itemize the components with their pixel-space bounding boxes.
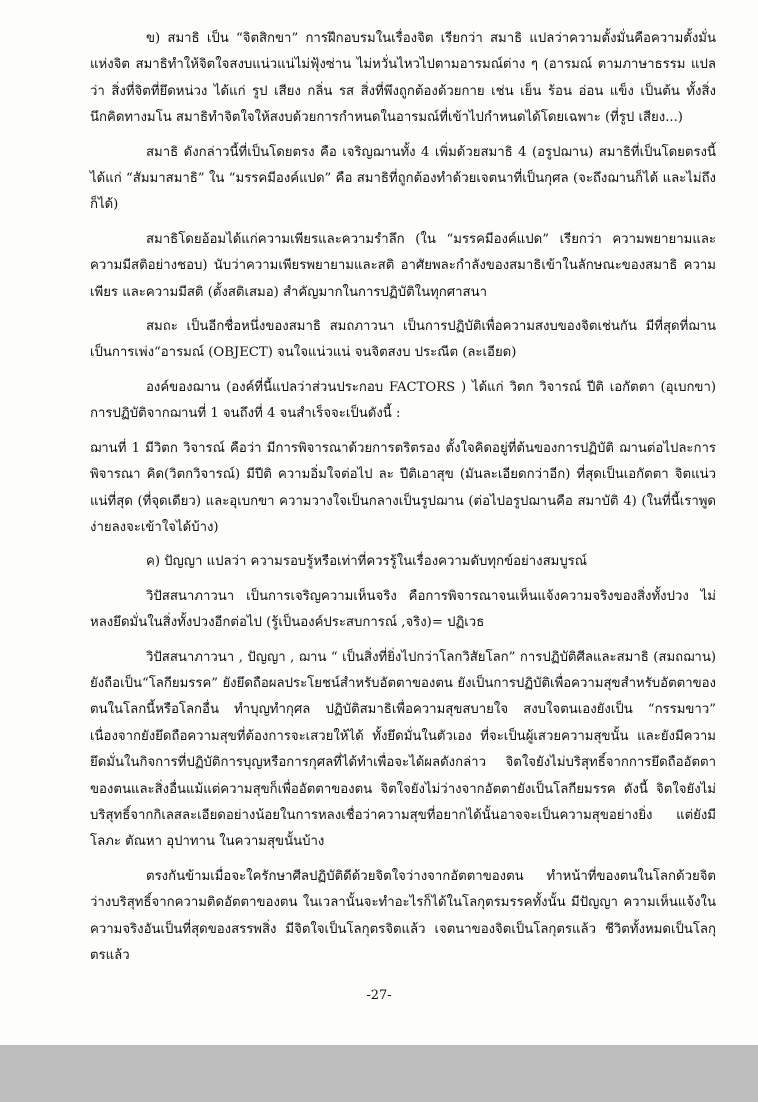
paragraph: ค) ปัญญา แปลว่า ความรอบรู้หรือเท่าที่ควรรู้ในเรื่องความดับทุกข์อย่างสมบูรณ์ [146, 554, 588, 570]
paragraph: วิปัสสนาภาวนา เป็นการเจริญความเห็นจริง คือการพิจารณาจนเห็นแจ้งความจริงของสิ่งทั้งปวง ไม่หลงยึดมั่นในสิ่งทั้งปวงอีกต่อไป (รู้เป็นองค์ประสบการณ์ ,จริง)= ปฏิเวธ [90, 588, 716, 631]
paragraph: ข) สมาธิ เป็น “จิตสิกขา” การฝึกอบรมในเรื่องจิต เรียกว่า สมาธิ แปลว่าความตั้งมั่นคือความตั้งมั่นแห่งจิต สมาธิทำให้จิตใจสงบแน่วแน่ไม่ฟุ้งซ่าน ไม่หวั่นไหวไปตามอารมณ์ต่าง ๆ (อารมณ์ ตามภาษาธรรม แปลว่า สิ่งที่จิตที่ยึดหน่วง ได้แก่ รูป เสียง กลิ่น รส สิ่งที่พึงถูกต้องด้วยกาย เช่น เย็น ร้อน อ่อน แข็ง เป็นต้น ทั้งสิ่งนึกคิดทางมโน สมาธิทำจิตใจให้สงบด้วยการกำหนดในอารมณ์ที่เข้าไปกำหนดได้โดยเฉพาะ (ที่รูป เสียง...) [90, 31, 716, 126]
page-number: -27- [366, 988, 392, 1003]
paragraph: ตรงกันข้ามเมื่อจะใครักษาศีลปฏิบัติดีด้วยจิตใจว่างจากอัตตาของตน ทำหน้าที่ของตนในโลกด้วยจิตว่างบริสุทธิ์จากความติดอัตตาของตน ในเวลานั้นจะทำอะไรก็ได้ในโลกุตรมรรคทั้งนั้น มีปัญญา ความเห็นแจ้งในความจริงอันเป็นที่สุดของสรรพสิ่ง มีจิตใจเป็นโลกุตรจิตแล้ว เจตนาของจิตเป็นโลกุตรแล้ว ชีวิตทั้งหมดเป็นโลกุตรแล้ว [90, 868, 716, 963]
scan-margin [0, 1045, 758, 1102]
paragraph: ฌานที่ 1 มีวิตก วิจารณ์ คือว่า มีการพิจารณาด้วยการตริตรอง ตั้งใจคิดอยู่ที่ต้นของการปฏิบัติ ฌานต่อไปละการพิจารณา คิด(วิตกวิจารณ์) มีปีติ ความอิ่มใจต่อไป ละ ปีติเอาสุข (มันละเอียดกว่าอีก) ที่สุดเป็นเอกัตตา จิตแน่วแน่ที่สุด (ที่จุดเดียว) และอุเบกขา ความวางใจเป็นกลางเป็นรูปฌาน (ต่อไปอรูปฌานคือ สมาบัติ 4) (ในที่นี้เราพูดง่ายลงจะเข้าใจได้บ้าง) [90, 440, 716, 535]
paragraph: วิปัสสนาภาวนา , ปัญญา , ฌาน “ เป็นสิ่งที่ยิ่งไปกว่าโลกวิสัยโลก” การปฏิบัติศีลและสมาธิ (สมถฌาน) ยังถือเป็น“โลกียมรรค” ยังยึดถือผลประโยชน์สำหรับอัตตาของตน ยังเป็นการปฏิบัติเพื่อความสุขสำหรับอัตตาของตนในโลกนี้หรือโลกอื่น ทำบุญทำกุศล ปฏิบัติสมาธิเพื่อความสุขสบายใจ สงบใจตนเองยังเป็น “กรรมขาว” เนื่องจากยังยึดถือความสุขที่ต้องการจะเสวยให้ได้ ทั้งยึดมั่นในตัวเอง ที่จะเป็นผู้เสวยความสุขนั้น และยังมีความยึดมั่นในกิจการที่ปฏิบัติการบุญหรือการกุศลที่ได้ทำเพื่อจะได้ผลดังกล่าว จิตใจยังไม่บริสุทธิ์จากการยึดถืออัตตาของตนและสิ่งอื่นแม้แต่ความสุขก็เพื่ออัตตาของตน จิตใจยังไม่ว่างจากอัตตายังเป็นโลกียมรรค ดังนี้ จิตใจยังไม่บริสุทธิ์จากกิเลสละเอียดอย่างน้อยในการหลงเชื่อว่าความสุขที่อยากได้นั้นอาจจะเป็นความสุขอย่างยิ่ง แต่ยังมี โลภะ ตัณหา อุปาทาน ในความสุขนั้นบ้าง [90, 649, 716, 850]
paragraph: สมถะ เป็นอีกชื่อหนึ่งของสมาธิ สมถภาวนา เป็นการปฏิบัติเพื่อความสงบของจิตเช่นกัน มีที่สุดที่ฌาน เป็นการเพ่ง“อารมณ์ (OBJECT) จนใจแน่วแน่ จนจิตสงบ ประณีต (ละเอียด) [90, 319, 716, 361]
paragraph: องค์ของฌาน (องค์ที่นี้แปลว่าส่วนประกอบ FACTORS ) ได้แก่ วิตก วิจารณ์ ปีติ เอกัตตา (อุเบกขา) การปฏิบัติจากฌานที่ 1 จนถึงที่ 4 จนสำเร็จจะเป็นดังนี้ : [90, 379, 716, 422]
document-body [90, 26, 716, 977]
paragraph: สมาธิโดยอ้อมได้แก่ความเพียรและความรำลึก (ใน “มรรคมีองค์แปด” เรียกว่า ความพยายามและความมีสติอย่างชอบ) นับว่าความเพียรพยายามและสติ อาศัยพละกำลังของสมาธิเข้าในลักษณะของสมาธิ ความเพียร และความมีสติ (ตั้งสติเสมอ) สำคัญมากในการปฏิบัติในทุกศาสนา [90, 231, 716, 300]
paragraph: สมาธิ ดังกล่าวนี้ที่เป็นโดยตรง คือ เจริญฌานทั้ง 4 เพิ่มด้วยสมาธิ 4 (อรูปฌาน) สมาธิที่เป็นโดยตรงนี้ ได้แก่ “สัมมาสมาธิ” ใน “มรรคมีองค์แปด” คือ สมาธิที่ถูกต้องทำด้วยเจตนาที่เป็นกุศล (จะถึงฌานก็ได้ และไม่ถึงก็ได้) [90, 144, 716, 213]
